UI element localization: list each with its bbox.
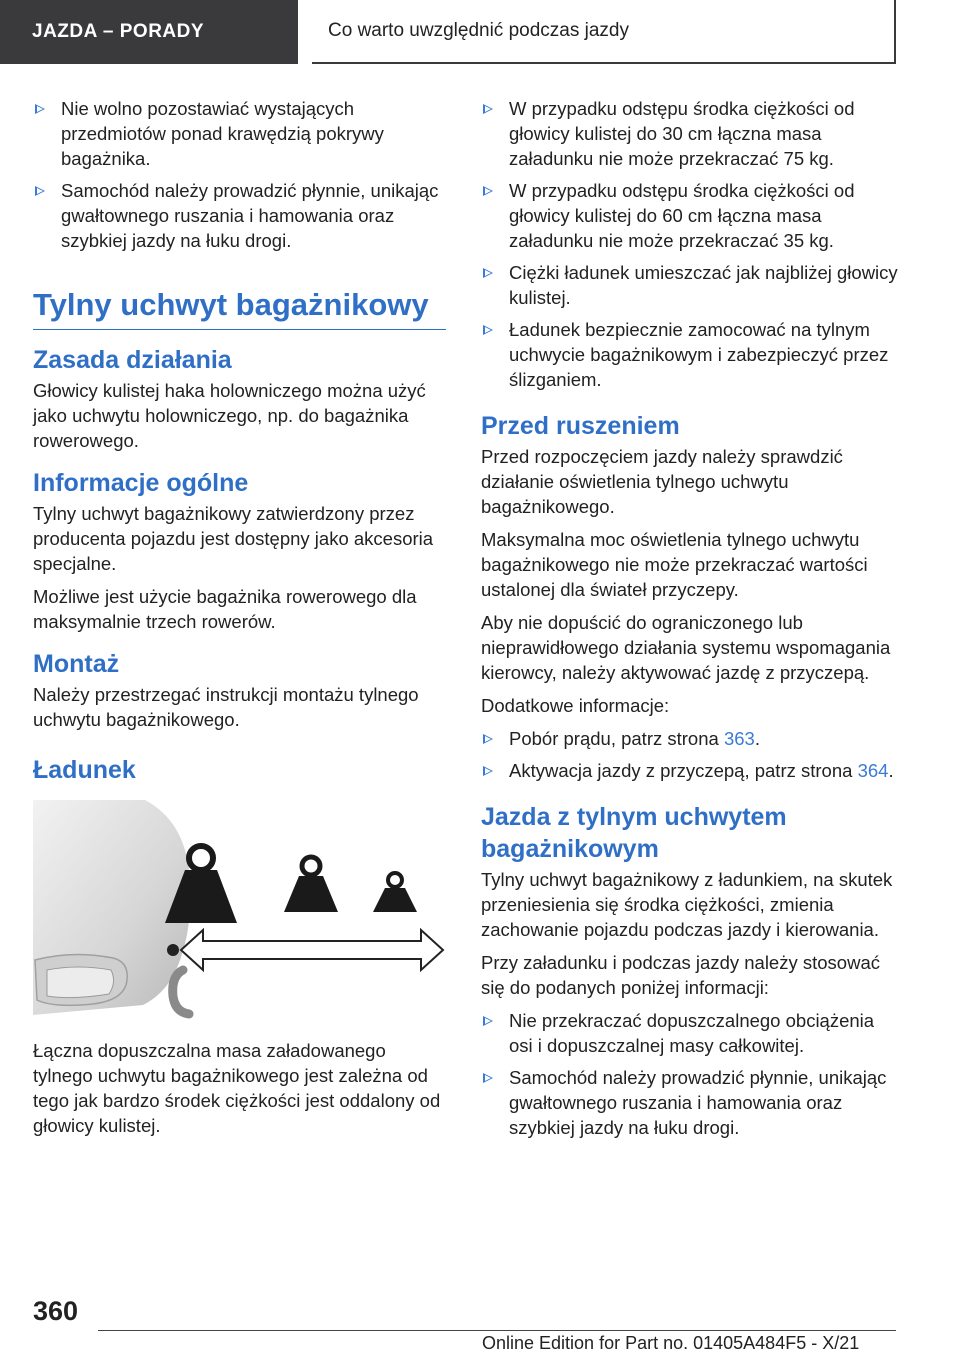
list-item: Ładunek bezpiecznie zamocować na tylnym uchwycie bagażnikowym i zabezpieczyć przez ślizganiem. bbox=[481, 317, 899, 392]
list-item: W przypadku odstępu środka ciężkości od głowicy kulistej do 60 cm łączna masa załadunku nie może przekraczać 35 kg. bbox=[481, 178, 899, 253]
paragraph: Przed rozpoczęciem jazdy należy sprawdzić działanie oświetlenia tylnego uchwytu bagażnikowego. bbox=[481, 446, 843, 517]
subheading-montaz: Montaż bbox=[33, 650, 120, 678]
paragraph: Maksymalna moc oświetlenia tylnego uchwytu bagażnikowego nie może przekraczać wartości ustalonej dla świateł przyczepy. bbox=[481, 529, 868, 600]
paragraph: Przy załadunku i podczas jazdy należy stosować się do podanych poniżej informacji: bbox=[481, 952, 880, 998]
subheading-informacje: Informacje ogólne bbox=[33, 469, 249, 497]
triangle-bullet-icon bbox=[483, 325, 493, 335]
triangle-bullet-icon bbox=[483, 104, 493, 114]
edition-note: Online Edition for Part no. 01405A484F5 - X/21 bbox=[482, 1333, 860, 1353]
triangle-bullet-icon bbox=[35, 186, 45, 196]
list-item: Samochód należy prowadzić płynnie, unikając gwałtownego ruszania i hamowania oraz szybkiej jazdy na łuku drogi. bbox=[481, 1065, 899, 1140]
bullet-list bbox=[33, 96, 446, 253]
subheading-przed-ruszeniem: Przed ruszeniem bbox=[481, 412, 680, 440]
bullet-list bbox=[481, 1008, 899, 1140]
list-item: Samochód należy prowadzić płynnie, unikając gwałtownego ruszania i hamowania oraz szybkiej jazdy na łuku drogi. bbox=[33, 178, 446, 253]
triangle-bullet-icon bbox=[483, 766, 493, 776]
section-heading: Tylny uchwyt bagażnikowy bbox=[33, 283, 446, 330]
triangle-bullet-icon bbox=[483, 1016, 493, 1026]
paragraph: Aby nie dopuścić do ograniczonego lub nieprawidłowego działania systemu wspomagania kierowcy, należy aktywować jazdę z przyczepą. bbox=[481, 612, 891, 683]
chapter-title: Co warto uwzględnić podczas jazdy bbox=[312, 0, 896, 64]
list-item: Pobór prądu, patrz strona 363. bbox=[481, 726, 899, 751]
paragraph: Łączna dopuszczalna masa załadowanego tylnego uchwytu bagażnikowego jest zależna od tego jak bardzo środek ciężkości jest oddalony od głowicy kulistej. bbox=[33, 1040, 441, 1136]
paragraph: Możliwe jest użycie bagażnika rowerowego dla maksymalnie trzech rowerów. bbox=[33, 586, 417, 632]
footer-divider bbox=[98, 1330, 896, 1331]
subheading-ladunek: Ładunek bbox=[33, 756, 136, 784]
triangle-bullet-icon bbox=[483, 268, 493, 278]
page-link-363[interactable]: 363 bbox=[723, 728, 755, 749]
page-number: 360 bbox=[33, 1296, 79, 1326]
paragraph: Tylny uchwyt bagażnikowy z ładunkiem, na skutek przeniesienia się środka ciężkości, zmienia zachowanie pojazdu podczas jazdy i kierowania. bbox=[481, 869, 893, 940]
subheading-zasada: Zasada działania bbox=[33, 346, 232, 374]
list-item: Ciężki ładunek umieszczać jak najbliżej głowicy kulistej. bbox=[481, 260, 899, 310]
load-illustration bbox=[33, 800, 445, 1022]
tow-ball-weights-icon bbox=[33, 800, 445, 1022]
list-item: Nie przekraczać dopuszczalnego obciążenia osi i dopuszczalnej masy całkowitej. bbox=[481, 1008, 899, 1058]
list-item: Aktywacja jazdy z przyczepą, patrz strona 364. bbox=[481, 758, 899, 783]
triangle-bullet-icon bbox=[483, 186, 493, 196]
section-tab: JAZDA – PORADY bbox=[0, 0, 298, 64]
reference-list bbox=[481, 726, 899, 783]
list-item: W przypadku odstępu środka ciężkości od głowicy kulistej do 30 cm łączna masa załadunku nie może przekraczać 75 kg. bbox=[481, 96, 899, 171]
paragraph: Głowicy kulistej haka holowniczego można użyć jako uchwytu holowniczego, np. do bagażnika rowerowego. bbox=[33, 380, 426, 451]
triangle-bullet-icon bbox=[35, 104, 45, 114]
paragraph: Należy przestrzegać instrukcji montażu tylnego uchwytu bagażnikowego. bbox=[33, 684, 419, 730]
paragraph: Tylny uchwyt bagażnikowy zatwierdzony przez producenta pojazdu jest dostępny jako akcesoria specjalne. bbox=[33, 503, 434, 574]
triangle-bullet-icon bbox=[483, 1073, 493, 1083]
left-column bbox=[33, 96, 446, 1146]
page-header bbox=[0, 0, 960, 66]
subheading-jazda: Jazda z tylnym uchwytem bagażnikowym bbox=[481, 803, 787, 863]
paragraph: Dodatkowe informacje: bbox=[481, 695, 670, 716]
page-link-364[interactable]: 364 bbox=[857, 760, 889, 781]
bullet-list bbox=[481, 96, 899, 392]
triangle-bullet-icon bbox=[483, 734, 493, 744]
list-item: Nie wolno pozostawiać wystających przedmiotów ponad krawędzią pokrywy bagażnika. bbox=[33, 96, 446, 171]
right-column bbox=[481, 96, 899, 1148]
